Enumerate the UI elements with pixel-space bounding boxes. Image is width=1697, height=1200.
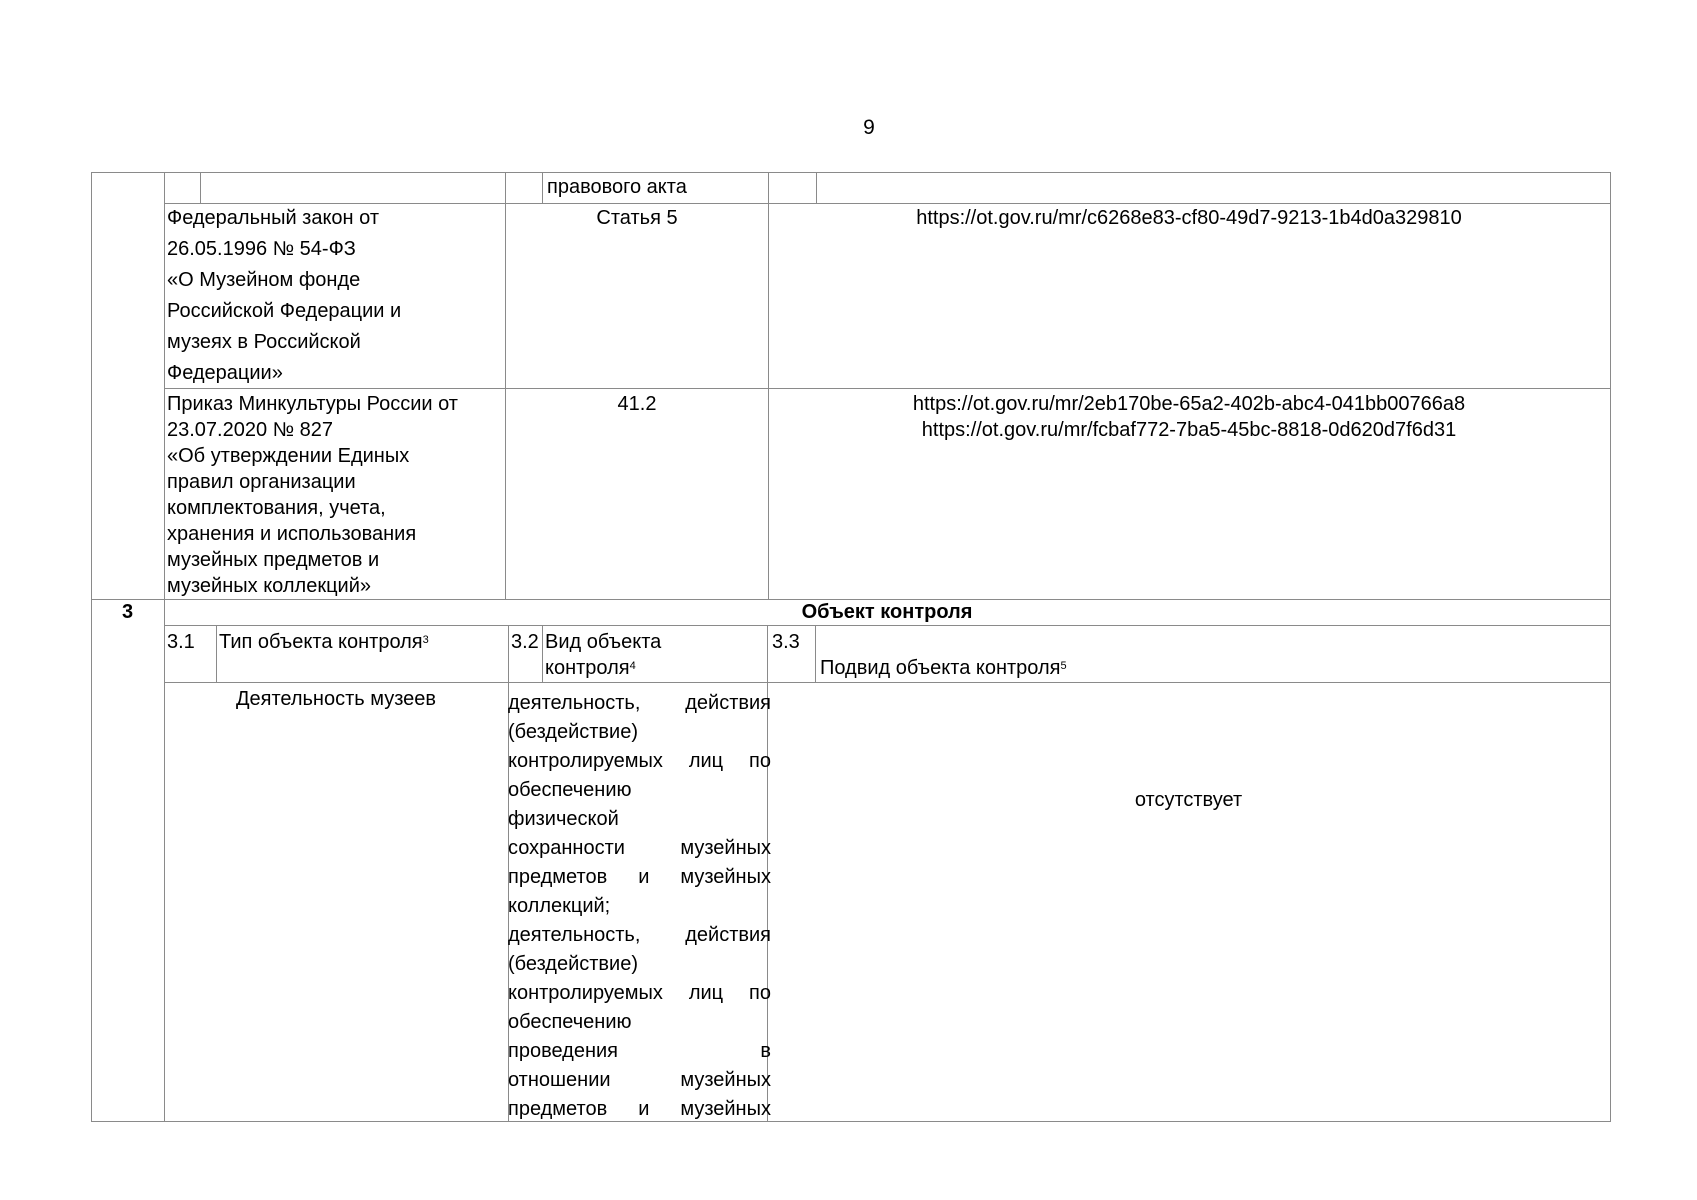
object-kind-word: музейных [680, 1069, 771, 1091]
column-header-label: Тип объекта контроля [219, 631, 423, 653]
object-kind-line [508, 1037, 771, 1066]
column-divider [815, 625, 816, 683]
object-kind-word: по [749, 982, 771, 1004]
object-kind-line [508, 1008, 771, 1037]
act-article: 41.2 [617, 393, 657, 415]
column-divider [542, 625, 543, 683]
object-kind-line [508, 979, 771, 1008]
column-header-label: контроля [545, 657, 630, 679]
object-kind-line [508, 1095, 771, 1124]
footnote-marker: 4 [629, 660, 636, 672]
column-divider [768, 172, 769, 600]
object-kind-word: обеспечению [508, 1011, 632, 1033]
object-kind-word: действия [685, 924, 771, 946]
object-kind-word: обеспечению [508, 779, 632, 801]
object-kind-line [508, 1066, 771, 1095]
object-kind-word: лиц [688, 750, 724, 772]
section-title: Объект контроля [801, 601, 973, 623]
column-divider [216, 625, 217, 683]
object-kind-word: деятельность, [508, 924, 641, 946]
column-header-label: Подвид объекта контроля [820, 657, 1061, 679]
act-name-line: Федерации» [167, 362, 283, 384]
footnote-marker: 3 [422, 634, 429, 646]
table-border-right [1610, 172, 1611, 1122]
object-kind-word: физической [508, 808, 619, 830]
object-kind-word: сохранности [508, 837, 625, 859]
object-kind-word: музейных [680, 1098, 771, 1120]
column-header-type [219, 629, 429, 655]
column-number: 3.1 [167, 631, 195, 653]
column-divider [164, 172, 165, 1122]
column-header-kind [545, 629, 661, 681]
object-kind-word: коллекций; [508, 895, 611, 917]
act-name-line: «О Музейном фонде [167, 269, 361, 291]
act-name [167, 203, 502, 389]
act-name-line: музеях в Российской [167, 331, 361, 353]
act-article: Статья 5 [596, 207, 678, 229]
object-kind-word: проведения [508, 1040, 618, 1062]
column-divider [542, 172, 543, 203]
act-name-line: музейных коллекций» [167, 575, 371, 597]
object-kind-word: предметов [508, 1098, 608, 1120]
object-kind-word: и [638, 1098, 650, 1120]
object-kind-word: (бездействие) [508, 721, 639, 743]
column-number: 3.3 [772, 631, 800, 653]
object-kind-word: контролируемых [508, 982, 663, 1004]
object-kind-word: действия [685, 692, 771, 714]
object-kind-word: музейных [680, 837, 771, 859]
column-divider [505, 172, 506, 600]
table-border-top [91, 172, 1611, 173]
object-kind-line [508, 747, 771, 776]
act-name-line: 23.07.2020 № 827 [167, 419, 334, 441]
column-header-subtype [820, 655, 1067, 681]
object-kind-word: лиц [688, 982, 724, 1004]
object-kind-word: в [760, 1040, 771, 1062]
object-kind-word: отношении [508, 1069, 611, 1091]
column-divider [200, 172, 201, 203]
object-kind-word: предметов [508, 866, 608, 888]
object-kind-line [508, 921, 771, 950]
table-border-bottom [91, 1121, 1611, 1122]
act-name-line: Федеральный закон от [167, 207, 380, 229]
act-link[interactable]: https://ot.gov.ru/mr/2eb170be-65a2-402b-abc4-041bb00766a8 [912, 393, 1466, 415]
object-kind-word: деятельность, [508, 692, 641, 714]
act-name-line: комплектования, учета, [167, 497, 386, 519]
continuation-text: правового акта [547, 176, 687, 198]
footnote-marker: 5 [1060, 660, 1067, 672]
section-number: 3 [121, 601, 134, 623]
act-name-line: 26.05.1996 № 54-ФЗ [167, 238, 356, 260]
page-number: 9 [863, 116, 875, 139]
object-kind-line [508, 718, 771, 747]
row-divider [164, 625, 1611, 626]
act-link[interactable]: https://ot.gov.ru/mr/c6268e83-cf80-49d7-9213-1b4d0a329810 [916, 207, 1462, 229]
object-kind-line [508, 805, 771, 834]
object-type-value: Деятельность музеев [235, 688, 437, 710]
act-name-line: Приказ Минкультуры России от [167, 393, 458, 415]
object-kind-value [508, 689, 771, 1124]
object-kind-word: и [638, 866, 650, 888]
act-name [167, 391, 502, 599]
column-header-label: Вид объекта [545, 631, 662, 653]
column-number: 3.2 [511, 631, 539, 653]
object-kind-line [508, 892, 771, 921]
object-subtype-value: отсутствует [1134, 789, 1243, 811]
act-link[interactable]: https://ot.gov.ru/mr/fcbaf772-7ba5-45bc-8818-0d620d7f6d31 [921, 419, 1457, 441]
act-name-line: музейных предметов и [167, 549, 380, 571]
object-kind-line [508, 863, 771, 892]
act-name-line: правил организации [167, 471, 356, 493]
object-kind-line [508, 950, 771, 979]
object-kind-word: (бездействие) [508, 953, 639, 975]
object-kind-line [508, 834, 771, 863]
act-name-line: Российской Федерации и [167, 300, 402, 322]
table-border-left [91, 172, 92, 1122]
object-kind-word: музейных [680, 866, 771, 888]
column-divider [816, 172, 817, 203]
act-name-line: «Об утверждении Единых [167, 445, 410, 467]
object-kind-word: по [749, 750, 771, 772]
act-links [768, 391, 1610, 443]
row-divider [164, 682, 1611, 683]
object-kind-line [508, 776, 771, 805]
object-kind-line [508, 689, 771, 718]
act-name-line: хранения и использования [167, 523, 417, 545]
object-kind-word: контролируемых [508, 750, 663, 772]
